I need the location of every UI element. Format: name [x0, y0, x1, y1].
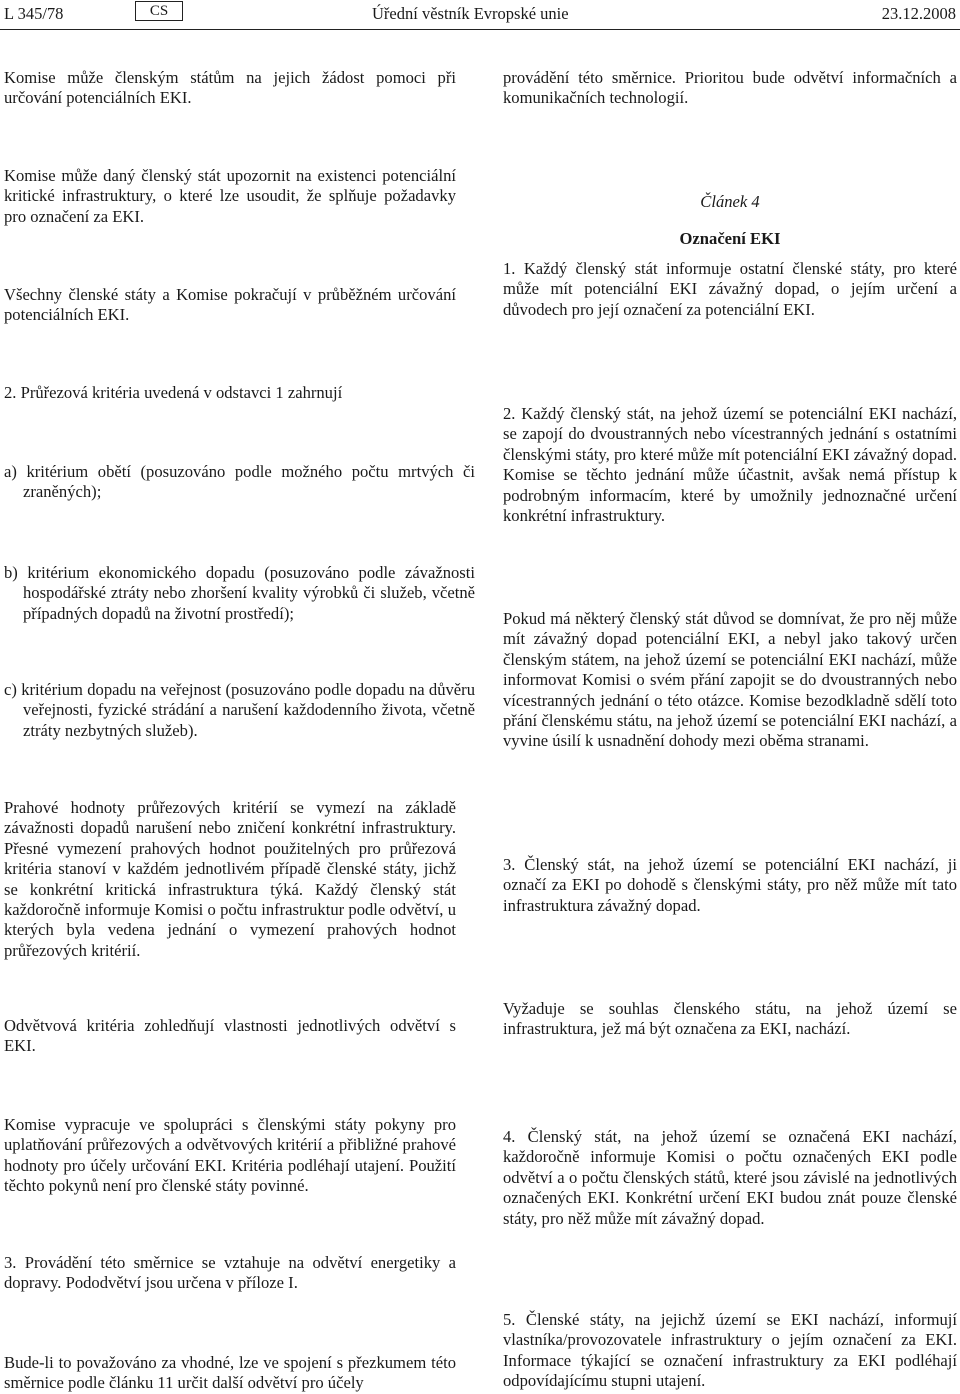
right-paragraph-7: 5. Členské státy, na jejichž území se EKI nachází, informují vlastníka/provozovatele infrastruktury o jejím označení za EKI. Informace týkající se označení infrastruktury za EKI podléhají odpovídajícímu stupni utajení.: [503, 1310, 957, 1391]
page-header: [0, 0, 960, 30]
right-paragraph-continuation: provádění této směrnice. Prioritou bude odvětví informačních a komunikačních technologií.: [503, 68, 957, 108]
left-paragraph-3: Všechny členské státy a Komise pokračují v průběžném určování potenciálních EKI.: [4, 285, 456, 325]
article-number: Článek 4: [700, 192, 760, 211]
left-paragraph-sector-criteria: Odvětvová kritéria zohledňují vlastnosti jednotlivých odvětví s EKI.: [4, 1016, 456, 1056]
left-paragraph-guidelines: Komise vypracuje ve spolupráci s členskými státy pokyny pro uplatňování průřezových a odvětvových kritérií a přibližné prahové hodnoty pro účely určování EKI. Kritéria podléhají utajení. Použití těchto pokynů není pro členské státy povinné.: [4, 1115, 456, 1196]
right-paragraph-2: 2. Každý členský stát, na jehož území se potenciální EKI nachází, se zapojí do dvoustranných nebo vícestranných jednání s ostatními členskými státy, pro které může mít potenciální EKI závažný dopad. Komise se těchto jednání může účastnit, avšak nemá přístup k podrobným informacím, které by umožnily jednoznačné určení konkrétní infrastruktury.: [503, 404, 957, 526]
left-paragraph-criteria-intro: 2. Průřezová kritéria uvedená v odstavci 1 zahrnují: [4, 383, 343, 402]
language-badge: CS: [135, 1, 183, 21]
criterion-a: a) kritérium obětí (posuzováno podle možného počtu mrtvých či zraněných);: [4, 462, 475, 502]
article-title: Označení EKI: [679, 229, 781, 248]
right-paragraph-6: 4. Členský stát, na jehož území se označená EKI nachází, každoročně informuje Komisi o počtu označených EKI podle odvětví a o počtu členských států, které jsou závislé na jednotlivých označených EKI. Konkrétní určení EKI budou znát pouze členské státy, pro něž může mít závažný dopad.: [503, 1127, 957, 1228]
criterion-c: c) kritérium dopadu na veřejnost (posuzováno podle dopadu na důvěru veřejnosti, fyzické strádání a narušení každodenního života, včetně ztráty nezbytných služeb).: [4, 680, 475, 740]
left-paragraph-scope: 3. Provádění této směrnice se vztahuje na odvětví energetiky a dopravy. Pododvětví jsou určena v příloze I.: [4, 1253, 456, 1293]
left-paragraph-thresholds: Prahové hodnoty průřezových kritérií se vymezí na základě závažnosti dopadů narušení nebo zničení konkrétní infrastruktury. Přesné vymezení prahových hodnot použitelných pro průřezová kritéria stanoví v každém jednotlivém případě členské státy, jichž se konkrétní kritická infrastruktura týká. Každý členský stát každoročně informuje Komisi o počtu infrastruktur podle odvětví, u kterých byla vedena jednání o vymezení prahových hodnot průřezových kritérií.: [4, 798, 456, 960]
header-rule: [0, 29, 960, 30]
publication-date: 23.12.2008: [881, 4, 956, 23]
right-paragraph-4: 3. Členský stát, na jehož území se potenciální EKI nachází, ji označí za EKI po dohodě s členskými státy, pro něž může mít tato infrastruktura závažný dopad.: [503, 855, 957, 915]
journal-title: Úřední věstník Evropské unie: [372, 4, 569, 23]
left-paragraph-2: Komise může daný členský stát upozornit na existenci potenciální kritické infrastruktury, o které lze usoudit, že splňuje požadavky pro označení za EKI.: [4, 166, 456, 226]
page-reference: L 345/78: [4, 4, 64, 23]
right-paragraph-1: 1. Každý členský stát informuje ostatní členské státy, pro které může mít potenciální EKI závažný dopad, o jejím určení a důvodech pro její označení za potenciální EKI.: [503, 259, 957, 319]
criterion-b: b) kritérium ekonomického dopadu (posuzováno podle závažnosti hospodářské ztráty nebo zhoršení kvality výrobků či služeb, včetně případných dopadů na životní prostředí);: [4, 563, 475, 623]
right-paragraph-3: Pokud má některý členský stát důvod se domnívat, že pro něj může mít závažný dopad potenciální EKI, a nebyl jako takový určen členským státem, na jehož území se potenciální EKI nachází, může informovat Komisi o svém přání zapojit se do dvoustranných nebo vícestranných jednání o této otázce. Komise bezodkladně sdělí toto přání členskému státu, na jehož území se potenciální EKI nachází, a vyvine úsilí k usnadnění dohody mezi oběma stranami.: [503, 609, 957, 751]
left-paragraph-1: Komise může členským státům na jejich žádost pomoci při určování potenciálních EKI.: [4, 68, 456, 108]
left-paragraph-further-sectors: Bude-li to považováno za vhodné, lze ve spojení s přezkumem této směrnice podle článku 11 určit další odvětví pro účely: [4, 1353, 456, 1393]
right-paragraph-5: Vyžaduje se souhlas členského státu, na jehož území se infrastruktura, jež má být označena za EKI, nachází.: [503, 999, 957, 1039]
